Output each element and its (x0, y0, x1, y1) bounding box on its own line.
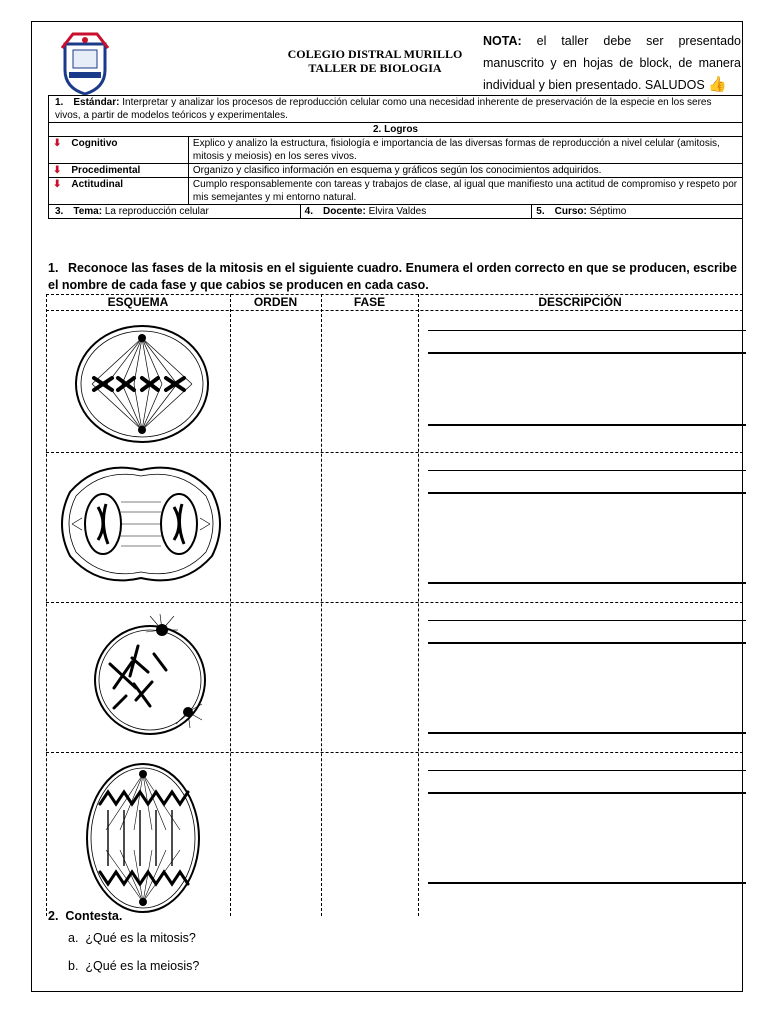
estandar-number: 1. (55, 97, 64, 108)
mitosis-table (46, 294, 743, 916)
logro-label: Procedimental (71, 165, 141, 176)
answer-line[interactable] (428, 620, 746, 621)
tema-number: 3. (55, 206, 64, 217)
column-header-fase: FASE (353, 295, 386, 309)
logro-label: Actitudinal (71, 179, 124, 190)
section2 (48, 905, 199, 977)
answer-line[interactable] (428, 792, 746, 794)
logro-row-actitudinal (49, 178, 743, 205)
logro-row-cognitivo (49, 137, 743, 164)
thumbs-up-icon: 👍 (708, 76, 727, 93)
question-text: ¿Qué es la mitosis? (85, 931, 196, 945)
column-header-esquema: ESQUEMA (107, 295, 169, 309)
answer-line[interactable] (428, 492, 746, 494)
logro-text: Explico y analizo la estructura, fisiología e importancia de las diversas formas de reproducción a nivel celular (amitosis, mitosis y meiosis) en los seres vivos. (188, 137, 742, 164)
section1-text: Reconoce las fases de la mitosis en el siguiente cuadro. Enumera el orden correcto en que se producen, escribe el nombre de cada fase y que cabios se producen en cada caso. (48, 261, 737, 292)
worksheet-page (31, 21, 743, 992)
course-title: TALLER DE BIOLOGIA (308, 61, 442, 75)
answer-line[interactable] (428, 882, 746, 884)
answer-line[interactable] (428, 424, 746, 426)
question-item (48, 927, 199, 949)
metaphase-diagram (72, 322, 212, 446)
answer-line[interactable] (428, 732, 746, 734)
logro-label: Cognitivo (71, 138, 118, 149)
anaphase-diagram (84, 760, 202, 916)
arrow-down-icon: ⬇ (53, 165, 62, 176)
note-box (483, 30, 741, 96)
estandar-label: Estándar: (73, 97, 120, 108)
question-letter: b. (68, 959, 79, 973)
answer-line[interactable] (428, 330, 746, 331)
logro-row-procedimental (49, 164, 743, 178)
prophase-diagram (90, 612, 210, 740)
arrow-down-icon: ⬇ (53, 138, 62, 149)
answer-line[interactable] (428, 352, 746, 354)
school-crest-logo (59, 30, 111, 96)
docente-label: Docente: (323, 206, 366, 217)
docente-number: 4. (304, 206, 313, 217)
school-name: COLEGIO DISTRAL MURILLO (287, 47, 463, 61)
answer-line[interactable] (428, 770, 746, 771)
section1-instruction (48, 260, 743, 294)
curso-label: Curso: (554, 206, 587, 217)
arrow-down-icon: ⬇ (53, 179, 62, 190)
section1-number: 1. (48, 261, 59, 275)
tema-value: La reproducción celular (104, 206, 209, 217)
column-header-orden: ORDEN (253, 295, 298, 309)
question-letter: a. (68, 931, 79, 945)
logros-title-row (49, 123, 743, 137)
tema-label: Tema: (73, 206, 103, 217)
note-text: el taller debe ser presentado manuscrito y en hojas de block, de manera individual y bien presentado. SALUDOS (483, 34, 741, 92)
section2-heading (48, 905, 199, 927)
curso-value: Séptimo (589, 206, 627, 217)
estandar-text: Interpretar y analizar los procesos de reproducción celular como una necesidad inherente de preservación de la especie en los seres vivos, a partir de modelos teóricos y experimentales. (55, 97, 712, 121)
curso-number: 5. (536, 206, 545, 217)
header-title-block (280, 47, 470, 75)
info-table (48, 95, 743, 219)
meta-row (49, 205, 743, 219)
logros-title: 2. Logros (49, 123, 743, 137)
question-text: ¿Qué es la meiosis? (85, 959, 200, 973)
section2-number: 2. (48, 909, 59, 923)
logro-text: Cumplo responsablemente con tareas y trabajos de clase, al igual que manifiesto una actitud de compromiso y respeto por mis semejantes y mi entorno natural. (188, 178, 742, 205)
note-label: NOTA: (483, 34, 522, 48)
column-header-descripcion: DESCRIPCIÓN (538, 295, 622, 309)
answer-line[interactable] (428, 642, 746, 644)
section2-title: Contesta. (65, 909, 123, 923)
logro-text: Organizo y clasifico información en esquema y gráficos según los conocimientos adquiridos. (188, 164, 742, 178)
docente-value: Elvira Valdes (368, 206, 427, 217)
question-item (48, 955, 199, 977)
estandar-row (49, 96, 743, 123)
answer-line[interactable] (428, 582, 746, 584)
answer-line[interactable] (428, 470, 746, 471)
telophase-diagram (58, 462, 224, 586)
